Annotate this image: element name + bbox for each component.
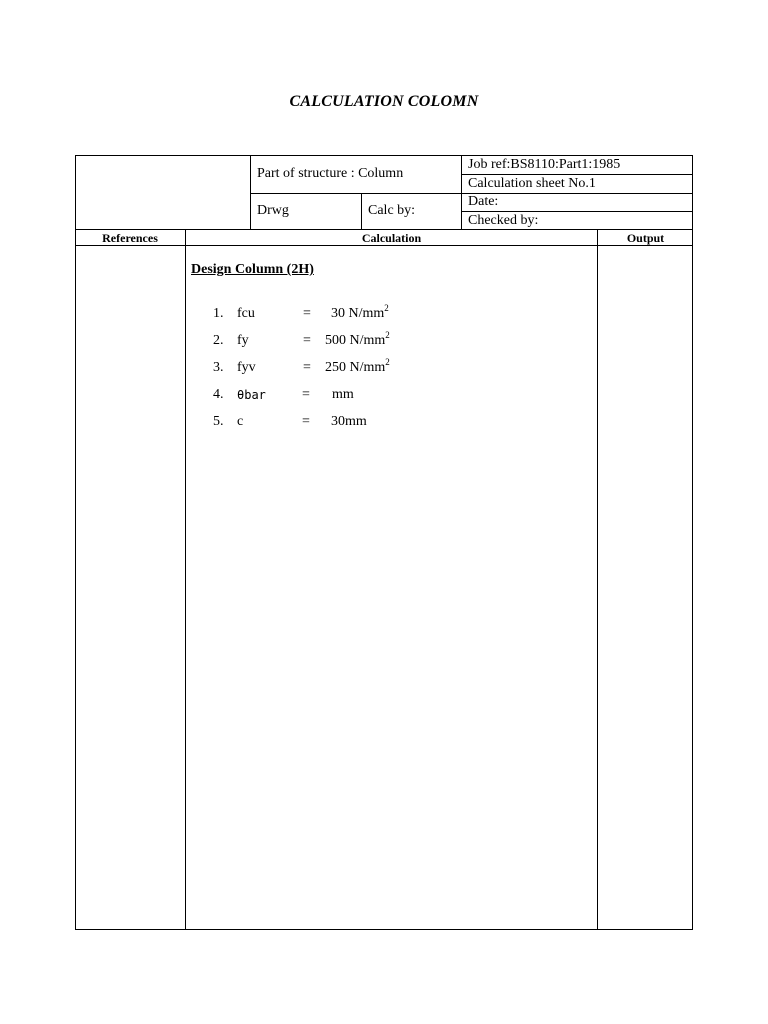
- item-symbol: c: [237, 414, 244, 429]
- date-label: Date:: [468, 194, 499, 209]
- item-symbol: θbar: [237, 388, 266, 402]
- header-hline-right-1: [461, 174, 693, 175]
- item-symbol: fy: [237, 333, 249, 348]
- item-equals: =: [302, 387, 310, 402]
- item-equals: =: [303, 360, 311, 375]
- section-heading: Design Column (2H): [191, 262, 314, 277]
- calc-sheet-label: Calculation sheet No.1: [468, 176, 596, 191]
- checked-by-label: Checked by:: [468, 213, 539, 228]
- item-equals: =: [303, 306, 311, 321]
- column-divider-output: [597, 229, 598, 930]
- item-number: 4.: [213, 387, 224, 402]
- item-equals: =: [302, 414, 310, 429]
- item-number: 3.: [213, 360, 224, 375]
- item-value: 250 $N/mm^2$: [325, 357, 390, 375]
- page-title: CALCULATION COLOMN: [289, 93, 479, 110]
- item-symbol: fyv: [237, 360, 256, 375]
- item-value: 30mm: [331, 414, 367, 429]
- item-symbol: fcu: [237, 306, 255, 321]
- calc-by-label: Calc by:: [368, 203, 416, 218]
- columns-header-hline: [75, 245, 693, 246]
- calculation-sheet-frame: [75, 155, 693, 930]
- part-of-structure-label: Part of structure : Column: [257, 166, 404, 181]
- item-value: mm: [332, 387, 354, 402]
- drwg-label: Drwg: [257, 203, 289, 218]
- item-value: 500 $N/mm^2$: [325, 330, 390, 348]
- item-equals: =: [303, 333, 311, 348]
- output-column-header: Output: [626, 231, 665, 245]
- header-hline-bottom: [75, 229, 693, 230]
- job-ref-label: Job ref:BS8110:Part1:1985: [468, 157, 621, 172]
- item-number: 5.: [213, 414, 224, 429]
- item-value: 30 $N/mm^2$: [331, 303, 389, 321]
- item-number: 1.: [213, 306, 224, 321]
- header-divider-middle: [361, 193, 362, 230]
- item-number: 2.: [213, 333, 224, 348]
- header-hline-right-2: [461, 211, 693, 212]
- calculation-column-header: Calculation: [361, 231, 422, 245]
- references-column-header: References: [102, 231, 158, 245]
- column-divider-references: [185, 229, 186, 930]
